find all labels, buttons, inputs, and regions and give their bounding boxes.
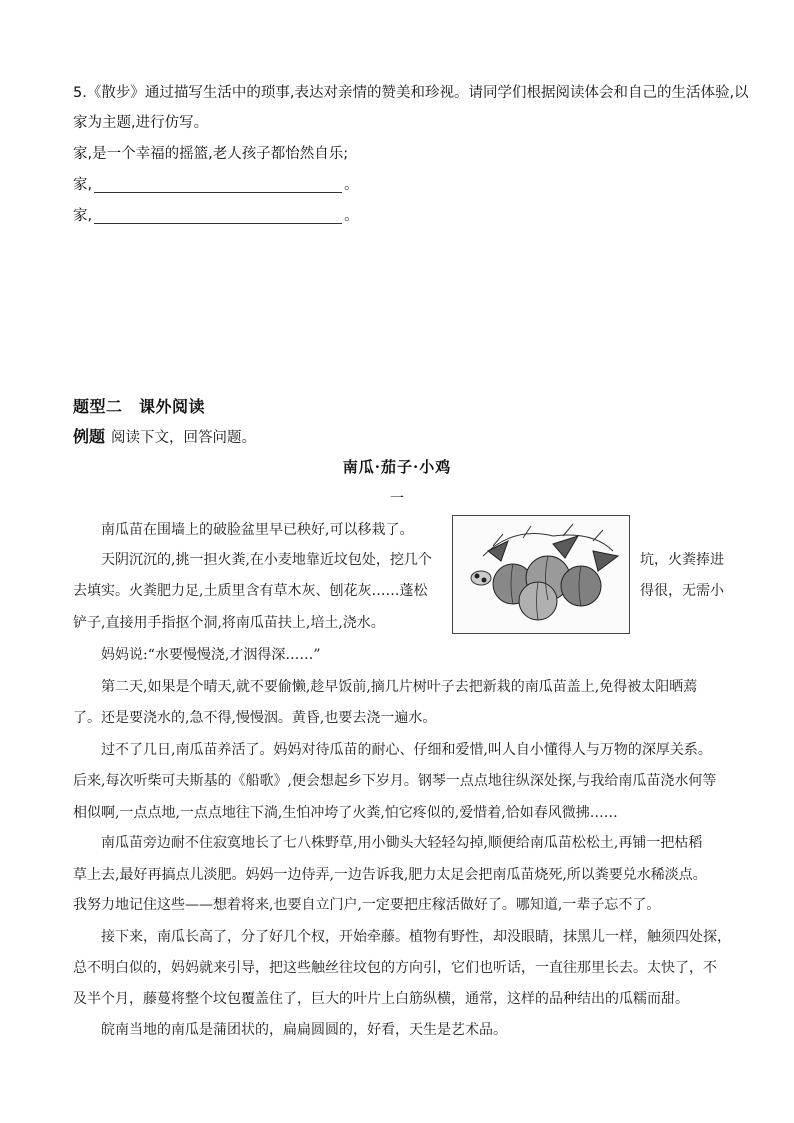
article-line: 接下来，南瓜长高了，分了好几个杈，开始牵藤。植物有野性，却没眼睛，抹黑儿一样，触须四处探，: [101, 929, 731, 945]
article-title: 南瓜·茄子·小鸡: [342, 458, 452, 476]
question-5-line-2: 家为主题,进行仿写。: [73, 115, 209, 131]
answer-suffix: 。: [344, 177, 359, 193]
example-line: [73, 424, 256, 447]
question-5-line-3: 家,是一个幸福的摇篮,老人孩子都怡然自乐;: [73, 146, 349, 162]
article-line: 我努力地记住这些——想着将来,也要自立门户,一定要把庄稼活做好了。哪知道,一辈子忘不了。: [73, 897, 661, 913]
question-5-line-1: 5.《散步》通过描写生活中的琐事,表达对亲情的赞美和珍视。请同学们根据阅读体会和自己的生活体验,以: [73, 85, 749, 101]
article-line: 妈妈说:“水要慢慢浇,才洇得深……”: [101, 647, 321, 663]
answer-blank[interactable]: [94, 176, 342, 193]
article-line: 第二天,如果是个晴天,就不要偷懒,趁早饭前,摘几片树叶子去把新栽的南瓜苗盖上,免得被太阳晒蔫: [101, 679, 698, 695]
article-line: 后来,每次听柴可夫斯基的《船歌》,便会想起乡下岁月。钢琴一点点地往纵深处探,与我给南瓜苗浇水何等: [73, 773, 717, 789]
example-label: 例题: [73, 427, 106, 446]
article-line: 南瓜苗在围墙上的破脸盆里早已秧好,可以移栽了。: [101, 522, 414, 538]
section-heading: 题型二 课外阅读: [73, 397, 206, 416]
answer-line-1: [73, 175, 359, 195]
answer-line-2: [73, 206, 359, 226]
pumpkin-illustration: [452, 515, 630, 634]
article-line: 过不了几日,南瓜苗养活了。妈妈对待瓜苗的耐心、仔细和爱惜,叫人自小懂得人与万物的深厚关系。: [101, 742, 712, 758]
answer-prefix: 家,: [73, 208, 93, 224]
article-line: 坑，火粪捧进: [640, 552, 724, 568]
section-number: 一: [390, 491, 404, 507]
article-line: 相似啊,一点点地,一点点地往下淌,生怕冲垮了火粪,怕它疼似的,爱惜着,恰如春风微拂……: [73, 805, 618, 821]
article-line: 皖南当地的南瓜是蒲团状的，扁扁圆圆的，好看，天生是艺术品。: [101, 1022, 507, 1038]
article-line: 天阴沉沉的,挑一担火粪,在小麦地靠近坟包处，挖几个: [101, 552, 432, 568]
article-line: 了。还是要浇水的,急不得,慢慢洇。黄昏,也要去浇一遍水。: [73, 710, 437, 726]
article-line: 得很，无需小: [640, 583, 724, 599]
answer-suffix: 。: [344, 208, 359, 224]
article-line: 及半个月，藤蔓将整个坟包覆盖住了，巨大的叶片上白筋纵横，通常，这样的品种结出的瓜糯而甜。: [73, 991, 689, 1007]
article-line: 南瓜苗旁边耐不住寂寞地长了七八株野草,用小锄头大轻轻勾掉,顺便给南瓜苗松松土,再铺一把枯稻: [101, 835, 703, 851]
article-line: 铲子,直接用手指抠个洞,将南瓜苗扶上,培土,浇水。: [73, 615, 385, 631]
article-line: 草上去,最好再搞点儿淡肥。妈妈一边侍弄,一边告诉我,肥力太足会把南瓜苗烧死,所以粪要兑水稀淡点。: [73, 867, 707, 883]
article-line: 总不明白似的，妈妈就来引导，把这些触丝往坟包的方向引，它们也听话，一直往那里长去。太快了，不: [73, 960, 717, 976]
answer-blank[interactable]: [94, 207, 342, 224]
article-line: 去填实。火粪肥力足,土质里含有草木灰、刨花灰……蓬松: [73, 583, 428, 599]
example-instruction: 阅读下文，回答问题。: [111, 430, 257, 446]
answer-prefix: 家,: [73, 177, 93, 193]
